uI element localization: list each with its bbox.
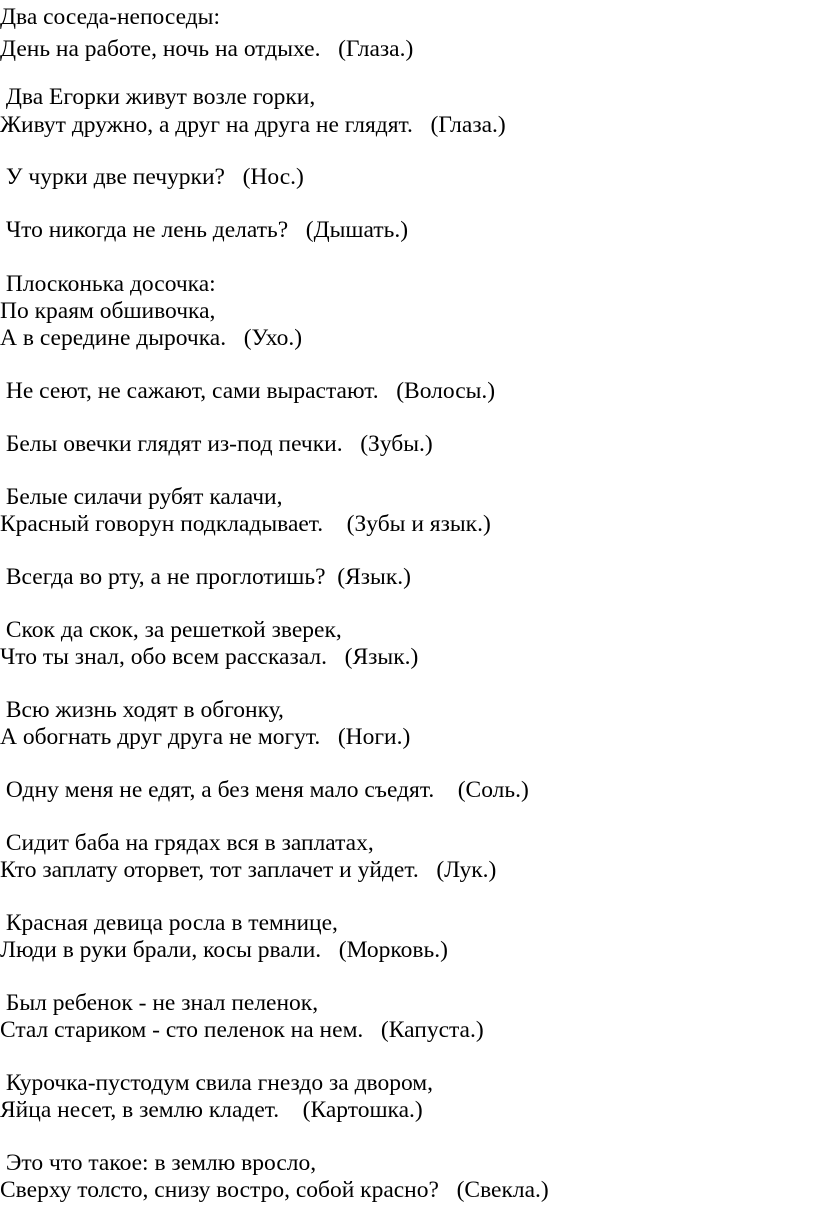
riddle-line: День на работе, ночь на отдыхе. (Глаза.) [0,36,414,62]
riddle-line: Всегда во рту, а не проглотишь? (Язык.) [0,564,411,590]
riddle-line: Одну меня не едят, а без меня мало съедят. (Соль.) [0,777,529,803]
riddle-line: Скок да скок, за решеткой зверек, [0,617,342,643]
riddle-line: Белы овечки глядят из-под печки. (Зубы.) [0,431,433,457]
riddle-line: Что ты знал, обо всем рассказал. (Язык.) [0,644,419,670]
riddle-line: Был ребенок - не знал пеленок, [0,990,319,1016]
riddle-line: А в середине дырочка. (Ухо.) [0,325,303,351]
riddle-line: Кто заплату оторвет, тот заплачет и уйдет. (Лук.) [0,857,497,883]
riddle-line: Живут дружно, а друг на друга не глядят. (Глаза.) [0,112,506,138]
riddle-line: Два Егорки живут возле горки, [0,84,316,110]
riddle-line: По краям обшивочка, [0,298,216,324]
riddle-line: Не сеют, не сажают, сами вырастают. (Волосы.) [0,378,496,404]
riddle-line: Это что такое: в землю вросло, [0,1150,317,1176]
riddle-line: Красная девица росла в темнице, [0,910,338,936]
riddle-line: Что никогда не лень делать? (Дышать.) [0,217,409,243]
riddle-line: А обогнать друг друга не могут. (Ноги.) [0,724,411,750]
riddle-line: Два соседа-непоседы: [0,4,220,30]
riddle-line: Люди в руки брали, косы рвали. (Морковь.) [0,937,448,963]
riddle-line: Курочка-пустодум свила гнездо за двором, [0,1070,434,1096]
riddle-line: Белые силачи рубят калачи, [0,484,283,510]
riddle-line: У чурки две печурки? (Нос.) [0,164,304,190]
riddle-line: Красный говорун подкладывает. (Зубы и язык.) [0,511,491,537]
riddle-line: Стал стариком - сто пеленок на нем. (Капуста.) [0,1017,484,1043]
riddle-line: Сидит баба на грядах вся в заплатах, [0,830,374,856]
riddle-line: Сверху толсто, снизу востро, собой красно? (Свекла.) [0,1177,549,1203]
riddle-line: Яйца несет, в землю кладет. (Картошка.) [0,1097,423,1123]
riddle-line: Всю жизнь ходят в обгонку, [0,697,284,723]
riddle-line: Плосконька досочка: [0,271,216,297]
